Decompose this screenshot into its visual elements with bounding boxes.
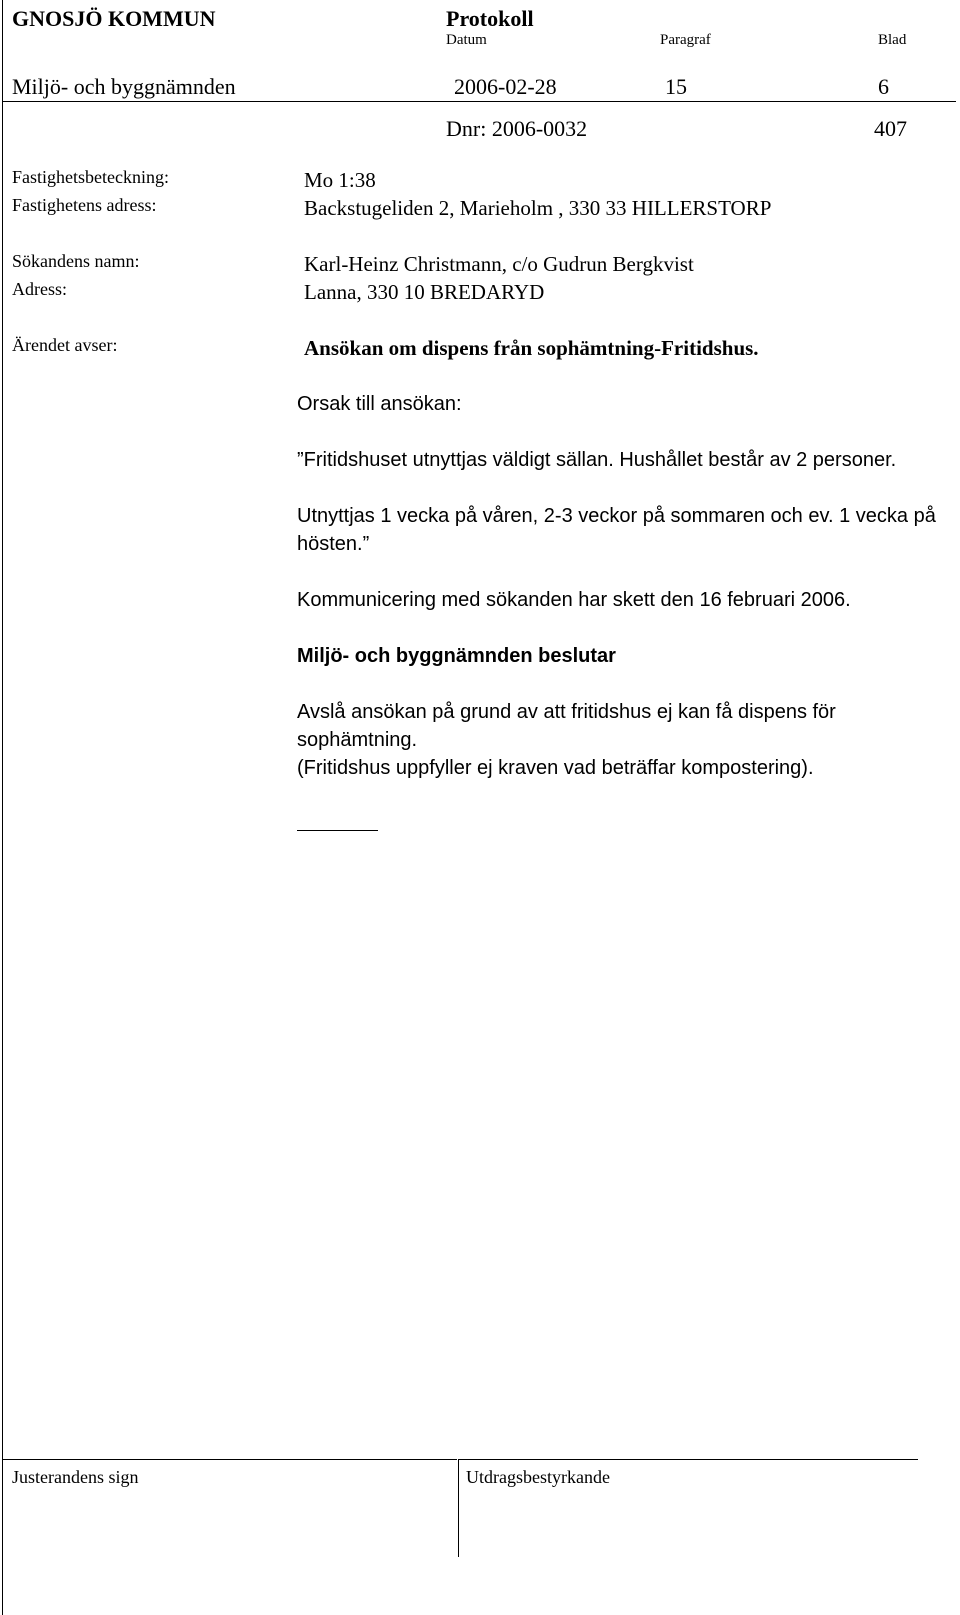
document-type: Protokoll — [446, 6, 534, 31]
decision-heading: Miljö- och byggnämnden beslutar — [297, 645, 616, 667]
footer-line-right — [458, 1459, 918, 1460]
organization-name: GNOSJÖ KOMMUN — [12, 6, 216, 31]
reason-quote-line-1: ”Fritidshuset utnyttjas väldigt sällan. Hushållet består av 2 personer. — [297, 449, 897, 471]
subject-label: Ärendet avser: — [12, 335, 118, 355]
decision-text: Avslå ansökan på grund av att fritidshus ej kan få dispens för sophämtning. — [297, 701, 836, 751]
col-label-paragraf: Paragraf — [660, 32, 711, 48]
address-value: Backstugeliden 2, Marieholm , 330 33 HILLERSTORP — [304, 196, 772, 220]
sheet-number: 6 — [878, 74, 889, 99]
header-divider — [2, 101, 956, 102]
applicant-label: Sökandens namn: — [12, 251, 140, 271]
property-label: Fastighetsbeteckning: — [12, 167, 169, 187]
committee-name: Miljö- och byggnämnden — [12, 74, 236, 99]
left-margin-line — [2, 0, 3, 1615]
paragraph-number: 15 — [665, 74, 687, 99]
footer-line-left — [2, 1459, 457, 1460]
reason-quote-line-2: Utnyttjas 1 vecka på våren, 2-3 veckor på sommaren och ev. 1 vecka på hösten.” — [297, 505, 936, 555]
dnr-number: 407 — [874, 116, 907, 141]
certification-label: Utdragsbestyrkande — [466, 1467, 610, 1487]
property-value: Mo 1:38 — [304, 168, 376, 192]
applicant-value: Karl-Heinz Christmann, c/o Gudrun Bergkvist — [304, 252, 694, 276]
reason-heading: Orsak till ansökan: — [297, 393, 462, 415]
address-label: Fastighetens adress: — [12, 195, 157, 215]
applicant-address-label: Adress: — [12, 279, 67, 299]
dnr-label: Dnr: 2006-0032 — [446, 116, 588, 141]
footer-divider — [458, 1459, 459, 1557]
meeting-date: 2006-02-28 — [454, 74, 557, 99]
applicant-address-value: Lanna, 330 10 BREDARYD — [304, 280, 545, 304]
signature-label: Justerandens sign — [12, 1467, 139, 1487]
end-rule — [297, 830, 378, 831]
decision-note: (Fritidshus uppfyller ej kraven vad beträffar kompostering). — [297, 757, 814, 779]
communication-note: Kommunicering med sökanden har skett den 16 februari 2006. — [297, 589, 851, 611]
col-label-blad: Blad — [878, 32, 907, 48]
subject-value: Ansökan om dispens från sophämtning-Fritidshus. — [304, 336, 759, 360]
col-label-datum: Datum — [446, 32, 487, 48]
